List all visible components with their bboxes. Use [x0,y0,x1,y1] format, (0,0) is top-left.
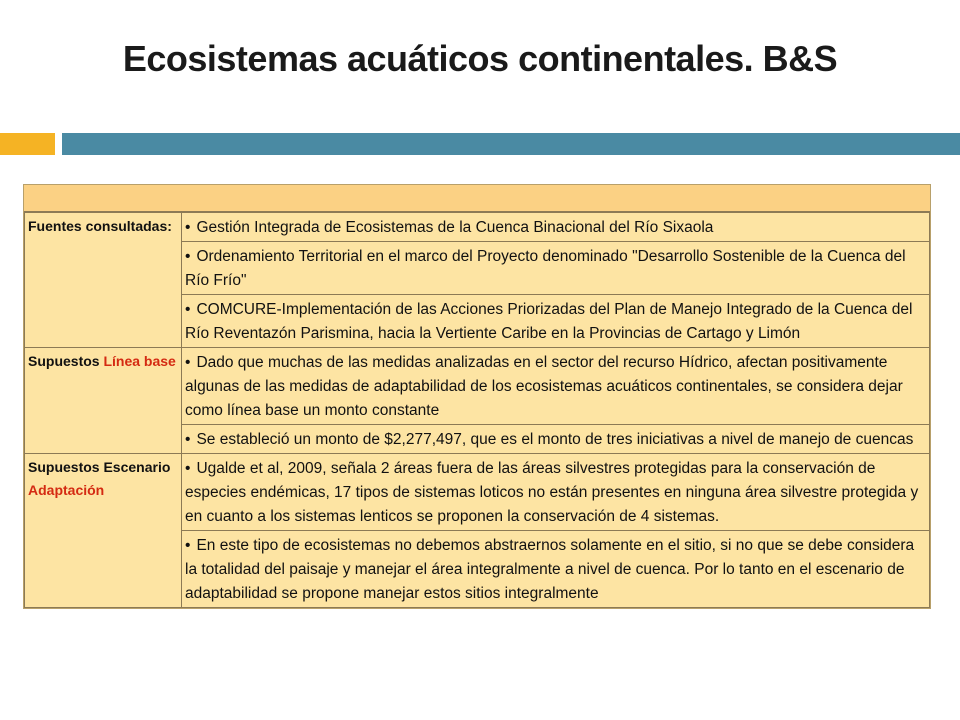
table-cell [182,425,930,454]
row-label-text: Fuentes consultadas: [28,218,172,234]
bullet-icon: • [185,431,191,448]
accent-bar-orange [0,133,55,155]
bullet-icon: • [185,460,191,477]
row-label-text: Supuestos [28,353,104,369]
accent-bar-blue [62,133,960,155]
row-label-linea-base [25,348,182,454]
table-cell [182,242,930,295]
row-label-highlight: Adaptación [28,482,105,498]
row-label-adaptacion [25,454,182,608]
cell-text: Ugalde et al, 2009, señala 2 áreas fuera de las áreas silvestres protegidas para la conservación de especies endémicas, 17 tipos de sistemas loticos no están presentes en ninguna área silvestre protegida y en cuanto a los sistemas lenticos se proponen la conservación de 4 sistemas. [185,460,919,525]
table-row [25,454,930,531]
bullet-icon: • [185,301,191,318]
bullet-icon: • [185,537,191,554]
assumptions-table [24,212,930,608]
cell-text: En este tipo de ecosistemas no debemos abstraernos solamente en el sitio, si no que se debe considera la totalidad del paisaje y manejar el área integralmente a nivel de cuenca. Por lo tanto en el escenario de adaptabilidad se propone manejar estos sitios integralmente [185,537,915,602]
slide-title: Ecosistemas acuáticos continentales. B&S [122,38,838,79]
bullet-icon: • [185,219,191,236]
row-label-fuentes [25,213,182,348]
cell-text: COMCURE-Implementación de las Acciones Priorizadas del Plan de Manejo Integrado de la Cuenca del Río Reventazón Parismina, hacia la Vertiente Caribe en la Provincias de Cartago y Limón [185,301,913,342]
cell-text: Ordenamiento Territorial en el marco del Proyecto denominado "Desarrollo Sostenible de la Cuenca del Río Frío" [185,248,906,289]
data-table [23,184,931,609]
cell-text: Se estableció un monto de $2,277,497, que es el monto de tres iniciativas a nivel de manejo de cuencas [196,431,914,448]
cell-text: Gestión Integrada de Ecosistemas de la Cuenca Binacional del Río Sixaola [196,219,714,236]
row-label-highlight: Línea base [103,353,176,369]
row-label-text: Supuestos Escenario [28,459,171,475]
bullet-icon: • [185,354,191,371]
table-cell [182,454,930,531]
table-row [25,213,930,242]
table-row [25,348,930,425]
table-cell [182,531,930,608]
cell-text: Dado que muchas de las medidas analizadas en el sector del recurso Hídrico, afectan positivamente algunas de las medidas de adaptabilidad de los ecosistemas acuáticos continentales, se considera dejar como línea base un monto constante [185,354,903,419]
table-cell [182,295,930,348]
table-cell [182,348,930,425]
bullet-icon: • [185,248,191,265]
table-cell [182,213,930,242]
table-header-bar [24,185,930,212]
